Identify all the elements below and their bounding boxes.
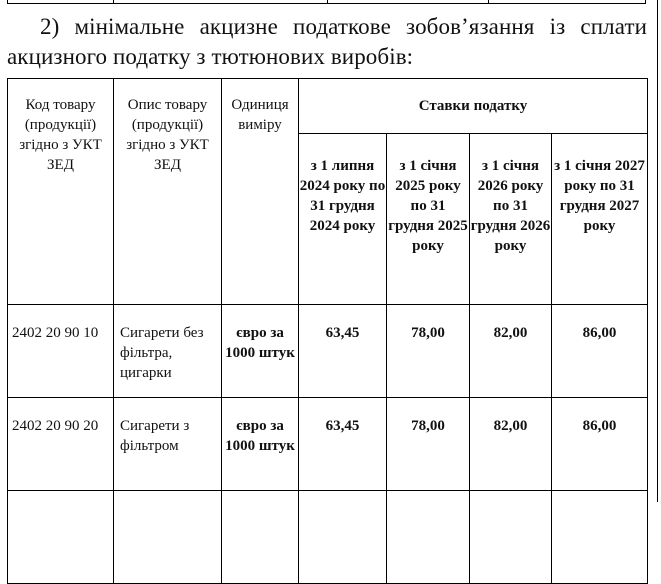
cell-code [8, 491, 114, 584]
paragraph-intro [7, 12, 647, 72]
cell-description: Сигарети без фільтра, цигарки [114, 305, 222, 398]
table-divider [7, 0, 8, 3]
previous-table-bottom-edge [7, 0, 646, 4]
table-row [8, 491, 648, 584]
cell-description: Сигарети з фільтром [114, 398, 222, 491]
cell-description [114, 491, 222, 584]
paragraph-line-2: акцизного податку з тютюнових виробів: [7, 44, 414, 69]
header-rates-group: Ставки податку [299, 79, 648, 134]
header-description: Опис товару (продукції) згідно з УКТ ЗЕД [114, 79, 222, 305]
cell-rate-2026: 82,00 [470, 398, 552, 491]
table-header-row [8, 79, 648, 134]
cell-rate-2025: 78,00 [387, 398, 470, 491]
table-divider [488, 0, 489, 3]
cell-unit: євро за 1000 штук [222, 305, 299, 398]
cell-rate-2027: 86,00 [552, 398, 648, 491]
cell-rate-2027 [552, 491, 648, 584]
header-period-2025: з 1 січня 2025 року по 31 грудня 2025 року [387, 134, 470, 305]
header-code: Код товару (продукції) згідно з УКТ ЗЕД [8, 79, 114, 305]
cell-rate-2025: 78,00 [387, 305, 470, 398]
paragraph-line-1: 2) мінімальне акцизне податкове зобов’язання із сплати [40, 14, 647, 39]
header-unit: Одиниця виміру [222, 79, 299, 305]
cell-rate-2027: 86,00 [552, 305, 648, 398]
table-divider [113, 0, 114, 3]
cell-rate-2024: 63,45 [299, 305, 387, 398]
cell-rate-2024 [299, 491, 387, 584]
header-period-2026: з 1 січня 2026 року по 31 грудня 2026 року [470, 134, 552, 305]
table-row [8, 398, 648, 491]
cell-code: 2402 20 90 20 [8, 398, 114, 491]
cell-code: 2402 20 90 10 [8, 305, 114, 398]
header-period-2024: з 1 липня 2024 року по 31 грудня 2024 року [299, 134, 387, 305]
cell-rate-2026 [470, 491, 552, 584]
header-period-2027: з 1 січня 2027 року по 31 грудня 2027 року [552, 134, 648, 305]
table-divider [645, 0, 646, 3]
cell-rate-2024: 63,45 [299, 398, 387, 491]
table-row [8, 305, 648, 398]
excise-tax-table [7, 78, 648, 584]
cell-unit [222, 491, 299, 584]
page-margin-rule [657, 0, 658, 502]
cell-rate-2025 [387, 491, 470, 584]
cell-rate-2026: 82,00 [470, 305, 552, 398]
table-divider [327, 0, 328, 3]
cell-unit: євро за 1000 штук [222, 398, 299, 491]
